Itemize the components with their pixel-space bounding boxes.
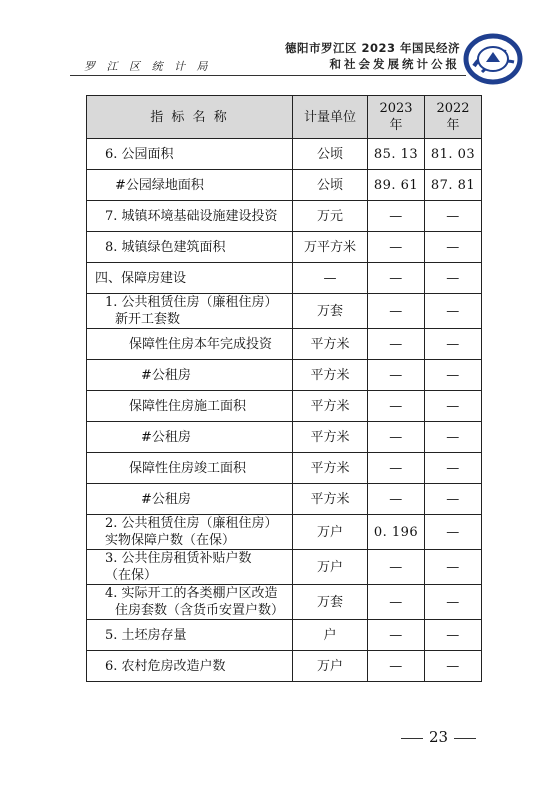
table-header-row (87, 96, 482, 139)
header-rule (70, 75, 466, 76)
value-2023: — (368, 484, 425, 515)
indicator-name (87, 585, 293, 620)
unit-cell: 平方米 (293, 422, 368, 453)
table-row (87, 620, 482, 651)
indicator-name: #公租房 (87, 484, 293, 515)
value-2022: — (425, 360, 482, 391)
indicator-name-line1: 3. 公共住房租赁补贴户数 (105, 551, 252, 566)
indicator-name-line1: 2. 公共租赁住房（廉租住房） (105, 516, 278, 531)
table-row (87, 360, 482, 391)
table-row (87, 263, 482, 294)
value-2023: — (368, 550, 425, 585)
value-2022: — (425, 391, 482, 422)
value-2022: 87. 81 (425, 170, 482, 201)
value-2022: — (425, 232, 482, 263)
footer-dash-right (454, 738, 476, 739)
report-title-line1: 德阳市罗江区 2023 年国民经济 (284, 41, 460, 55)
page-number: 23 (429, 728, 449, 746)
value-2022: — (425, 422, 482, 453)
statistics-bureau-logo-icon (462, 28, 524, 90)
indicator-name: 保障性住房施工面积 (87, 391, 293, 422)
unit-cell: 平方米 (293, 329, 368, 360)
header-2022: 2022 年 (425, 96, 482, 139)
bureau-name: 罗 江 区 统 计 局 (84, 60, 212, 73)
value-2023: — (368, 201, 425, 232)
unit-cell: 公顷 (293, 170, 368, 201)
table-row (87, 139, 482, 170)
unit-cell: 平方米 (293, 391, 368, 422)
page-footer (395, 728, 482, 746)
value-2023: — (368, 422, 425, 453)
value-2023: — (368, 232, 425, 263)
value-2022: — (425, 550, 482, 585)
value-2022: — (425, 585, 482, 620)
table-row (87, 422, 482, 453)
table-row (87, 329, 482, 360)
statistics-table (86, 95, 482, 682)
value-2022: — (425, 484, 482, 515)
indicator-name: 7. 城镇环境基础设施建设投资 (87, 201, 293, 232)
unit-cell: 公顷 (293, 139, 368, 170)
value-2023: — (368, 360, 425, 391)
table-row (87, 232, 482, 263)
page-header (0, 0, 560, 80)
unit-cell: 万平方米 (293, 232, 368, 263)
table-row (87, 515, 482, 550)
value-2022: — (425, 201, 482, 232)
value-2022: — (425, 263, 482, 294)
value-2023: — (368, 651, 425, 682)
value-2023: 85. 13 (368, 139, 425, 170)
indicator-name: 6. 农村危房改造户数 (87, 651, 293, 682)
table-row (87, 391, 482, 422)
table-row (87, 294, 482, 329)
indicator-name (87, 550, 293, 585)
indicator-name: 6. 公园面积 (87, 139, 293, 170)
indicator-name: 保障性住房本年完成投资 (87, 329, 293, 360)
unit-cell: 户 (293, 620, 368, 651)
header-indicator: 指 标 名 称 (87, 96, 293, 139)
table-row (87, 170, 482, 201)
indicator-name: #公租房 (87, 422, 293, 453)
indicator-name-line2: 住房套数（含货币安置户数） (115, 603, 285, 618)
indicator-name: #公园绿地面积 (87, 170, 293, 201)
table-row (87, 651, 482, 682)
indicator-name: 5. 土坯房存量 (87, 620, 293, 651)
header-2023: 2023 年 (368, 96, 425, 139)
value-2022: — (425, 651, 482, 682)
indicator-name: 8. 城镇绿色建筑面积 (87, 232, 293, 263)
indicator-name-line2: （在保） (105, 568, 158, 583)
unit-cell: 平方米 (293, 453, 368, 484)
unit-cell: 万元 (293, 201, 368, 232)
indicator-name (87, 515, 293, 550)
indicator-name-line2: 新开工套数 (115, 312, 181, 327)
unit-cell: 万户 (293, 651, 368, 682)
report-title-line2: 和社会发展统计公报 (329, 57, 460, 71)
value-2023: — (368, 391, 425, 422)
unit-cell: 平方米 (293, 484, 368, 515)
value-2023: — (368, 620, 425, 651)
indicator-name: 保障性住房竣工面积 (87, 453, 293, 484)
value-2023: — (368, 585, 425, 620)
value-2022: — (425, 294, 482, 329)
footer-dash-left (401, 738, 423, 739)
indicator-name-line1: 1. 公共租赁住房（廉租住房） (105, 295, 278, 310)
indicator-name-line1: 4. 实际开工的各类棚户区改造 (105, 586, 278, 601)
value-2023: 89. 61 (368, 170, 425, 201)
value-2022: — (425, 329, 482, 360)
table-row (87, 550, 482, 585)
unit-cell: 万套 (293, 585, 368, 620)
unit-cell: — (293, 263, 368, 294)
indicator-name: #公租房 (87, 360, 293, 391)
table-row (87, 201, 482, 232)
table-row (87, 585, 482, 620)
value-2023: — (368, 263, 425, 294)
indicator-name-line2: 实物保障户数（在保） (105, 533, 236, 548)
table-row (87, 453, 482, 484)
unit-cell: 平方米 (293, 360, 368, 391)
value-2023: — (368, 329, 425, 360)
value-2023: — (368, 294, 425, 329)
value-2023: 0. 196 (368, 515, 425, 550)
indicator-name: 四、保障房建设 (87, 263, 293, 294)
value-2022: — (425, 620, 482, 651)
unit-cell: 万户 (293, 515, 368, 550)
value-2022: — (425, 515, 482, 550)
value-2022: 81. 03 (425, 139, 482, 170)
unit-cell: 万户 (293, 550, 368, 585)
header-unit: 计量单位 (293, 96, 368, 139)
value-2023: — (368, 453, 425, 484)
indicator-name (87, 294, 293, 329)
table-row (87, 484, 482, 515)
value-2022: — (425, 453, 482, 484)
unit-cell: 万套 (293, 294, 368, 329)
